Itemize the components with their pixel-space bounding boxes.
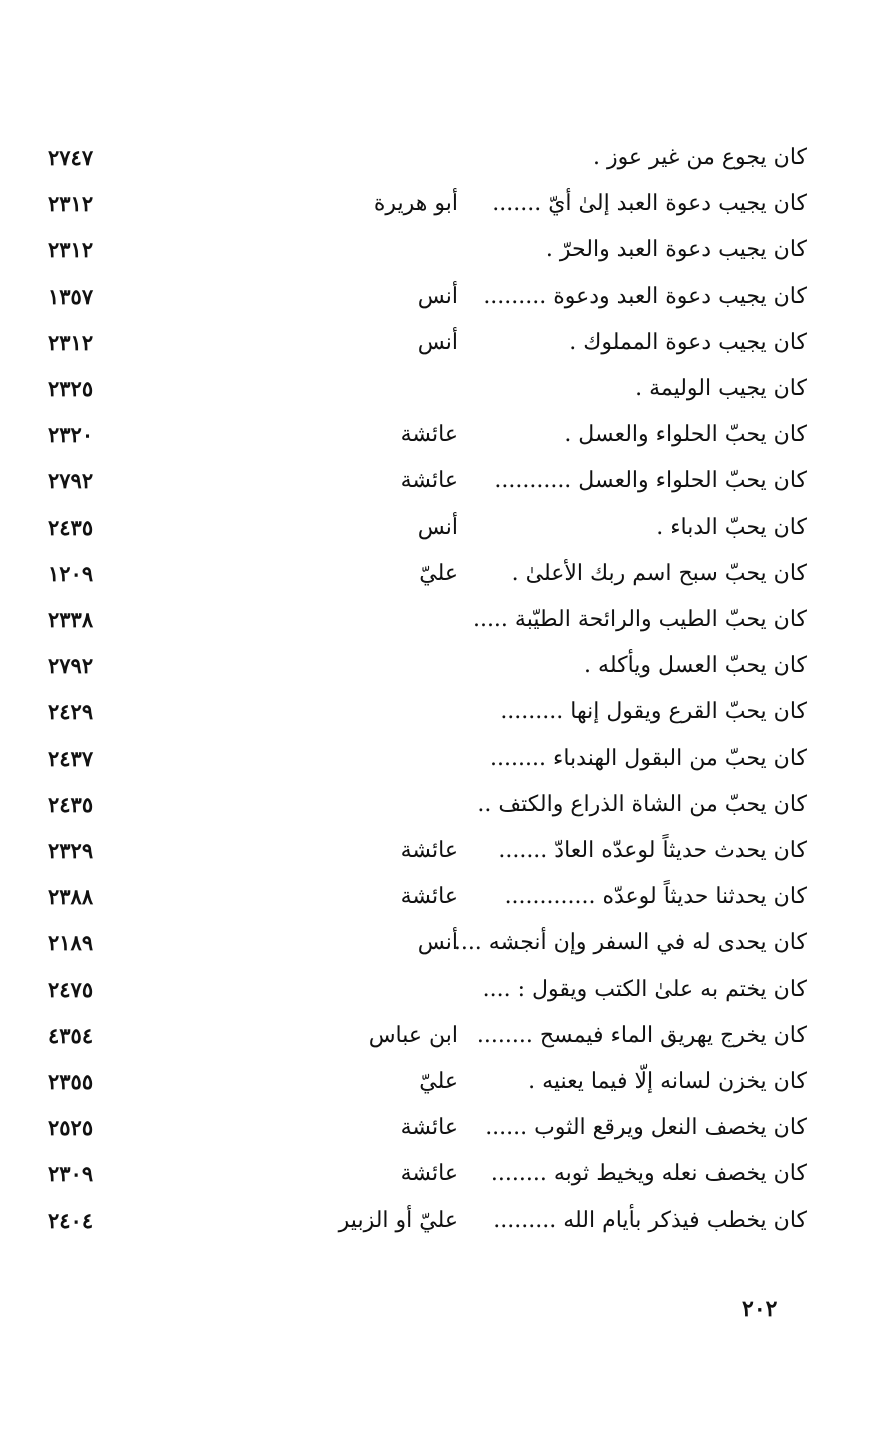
narrator-name: عائشة xyxy=(400,884,458,910)
hadith-opening-text: كان يخطب فيذكر بأيام الله ......... xyxy=(493,1207,807,1233)
index-entry xyxy=(0,1201,891,1241)
narrator-name: عائشة xyxy=(400,838,458,863)
hadith-number: ٢٤٢٩ xyxy=(48,699,94,725)
narrator-name: عليّ xyxy=(419,560,458,586)
index-entry xyxy=(0,692,891,732)
index-entry xyxy=(0,923,891,963)
hadith-number: ٤٣٥٤ xyxy=(48,1022,94,1048)
index-entry xyxy=(0,1062,891,1102)
narrator-name: أنس xyxy=(417,329,458,355)
hadith-number: ٢٣١٢ xyxy=(48,191,94,217)
hadith-opening-text: كان يخرج يهريق الماء فيمسح ........ xyxy=(476,1022,807,1048)
hadith-opening-text: كان يخزن لسانه إلّا فيما يعنيه . xyxy=(528,1069,807,1094)
index-entry xyxy=(0,508,891,548)
hadith-opening-text: كان يجيب دعوة العبد ودعوة ......... xyxy=(483,283,807,309)
hadith-number: ٢٧٩٢ xyxy=(48,653,94,679)
hadith-number: ٢٤٣٥ xyxy=(48,514,94,540)
hadith-opening-text: كان يحبّ الحلواء والعسل ........... xyxy=(494,468,807,494)
index-entry xyxy=(0,138,891,178)
hadith-opening-text: كان يختم به علىٰ الكتب ويقول : .... xyxy=(482,976,807,1002)
hadith-number: ١٢٠٩ xyxy=(48,560,94,586)
page-number: ٢٠٢ xyxy=(742,1296,778,1322)
index-entry xyxy=(0,646,891,686)
index-entry xyxy=(0,461,891,501)
hadith-opening-text: كان يخصف النعل ويرقع الثوب ...... xyxy=(485,1115,807,1141)
index-entry xyxy=(0,415,891,455)
hadith-opening-text: كان يحدى له في السفر وإن أنجشه .... xyxy=(453,930,807,956)
index-entry xyxy=(0,1108,891,1148)
hadith-number: ٢٤٠٤ xyxy=(48,1207,94,1233)
hadith-opening-text: كان يجيب الوليمة . xyxy=(635,376,807,401)
hadith-number: ٢٣٢٩ xyxy=(48,838,94,863)
index-entry xyxy=(0,1016,891,1056)
hadith-number: ٢٣١٢ xyxy=(48,237,94,263)
narrator-name: أنس xyxy=(417,283,458,309)
hadith-number: ٢٤٣٥ xyxy=(48,791,94,817)
index-entry xyxy=(0,277,891,317)
hadith-opening-text: كان يحبّ من البقول الهندباء ........ xyxy=(490,745,807,771)
narrator-name: عليّ أو الزبير xyxy=(338,1207,458,1233)
index-entry xyxy=(0,970,891,1010)
index-entry xyxy=(0,323,891,363)
hadith-opening-text: كان يحبّ من الشاة الذراع والكتف .. xyxy=(477,791,807,817)
hadith-opening-text: كان يجيب دعوة العبد والحرّ . xyxy=(545,237,807,263)
hadith-number: ٢٣٢٥ xyxy=(48,376,94,401)
index-entry xyxy=(0,785,891,825)
narrator-name: أنس xyxy=(417,514,458,540)
hadith-number: ٢٣٥٥ xyxy=(48,1069,94,1094)
index-entry xyxy=(0,184,891,224)
hadith-opening-text: كان يحبّ سبح اسم ربك الأعلىٰ . xyxy=(511,560,807,586)
narrator-name: عائشة xyxy=(400,468,458,494)
hadith-opening-text: كان يحدث حديثاً لوعدّه العادّ ....... xyxy=(498,838,807,863)
hadith-opening-text: كان يجوع من غير عوز . xyxy=(592,145,807,170)
hadith-opening-text: كان يحبّ الحلواء والعسل . xyxy=(564,422,807,448)
hadith-number: ٢٧٩٢ xyxy=(48,468,94,494)
hadith-opening-text: كان يخصف نعله ويخيط ثوبه ........ xyxy=(490,1161,807,1187)
hadith-number: ٢٥٢٥ xyxy=(48,1115,94,1141)
narrator-name: عائشة xyxy=(400,1161,458,1187)
narrator-name: عائشة xyxy=(400,1115,458,1141)
hadith-number: ٢٣٣٨ xyxy=(48,607,94,632)
hadith-opening-text: كان يحبّ الدباء . xyxy=(656,514,807,540)
hadith-number: ٢٣٢٠ xyxy=(48,422,94,448)
hadith-number: ٢٤٧٥ xyxy=(48,976,94,1002)
narrator-name: عليّ xyxy=(419,1069,458,1094)
hadith-opening-text: كان يحدثنا حديثاً لوعدّه ............. xyxy=(504,884,807,910)
index-entry xyxy=(0,554,891,594)
hadith-opening-text: كان يحبّ الطيب والرائحة الطيّبة ..... xyxy=(472,607,807,632)
index-entry xyxy=(0,369,891,409)
narrator-name: ابن عباس xyxy=(368,1022,458,1048)
hadith-number: ٢٤٣٧ xyxy=(48,745,94,771)
narrator-name: عائشة xyxy=(400,422,458,448)
index-entry xyxy=(0,831,891,871)
hadith-number: ٢١٨٩ xyxy=(48,930,94,956)
index-entry xyxy=(0,739,891,779)
hadith-opening-text: كان يحبّ القرع ويقول إنها ......... xyxy=(500,699,807,725)
hadith-opening-text: كان يجيب دعوة العبد إلىٰ أيّ ....... xyxy=(492,191,807,217)
index-entry xyxy=(0,877,891,917)
narrator-name: أنس xyxy=(417,930,458,956)
hadith-opening-text: كان يحبّ العسل ويأكله . xyxy=(584,653,807,679)
narrator-name: أبو هريرة xyxy=(373,191,458,217)
hadith-number: ٢٧٤٧ xyxy=(48,145,94,170)
index-entry xyxy=(0,600,891,640)
hadith-number: ٢٣٨٨ xyxy=(48,884,94,910)
hadith-number: ١٣٥٧ xyxy=(48,283,94,309)
index-entry xyxy=(0,1154,891,1194)
hadith-opening-text: كان يجيب دعوة المملوك . xyxy=(569,329,807,355)
index-entry xyxy=(0,230,891,270)
hadith-number: ٢٣١٢ xyxy=(48,329,94,355)
hadith-number: ٢٣٠٩ xyxy=(48,1161,94,1187)
